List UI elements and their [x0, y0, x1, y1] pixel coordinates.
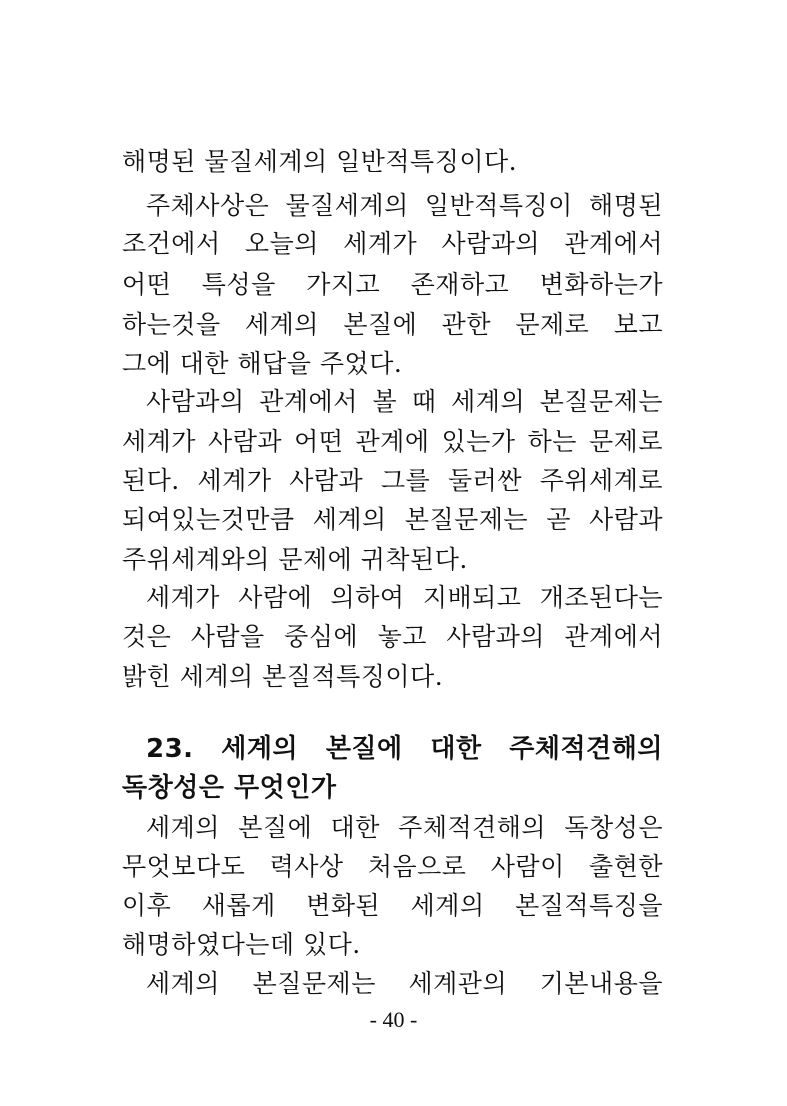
paragraph-line: 어떤 특성을 가지고 존재하고 변화하는가: [122, 270, 663, 299]
section-heading: 독창성은 무엇인가: [122, 773, 337, 803]
paragraph-line: 세계가 사람과 어떤 관계에 있는가 하는 문제로: [122, 427, 663, 456]
section-heading: 23. 세계의 본질에 대한 주체적견해의: [146, 734, 663, 764]
paragraph-line: 사람과의 관계에서 볼 때 세계의 본질문제는: [146, 387, 663, 416]
paragraph-line: 밝힌 세계의 본질적특징이다.: [122, 662, 444, 691]
page-number: - 40 -: [369, 1007, 418, 1032]
paragraph-line: 무엇보다도 력사상 처음으로 사람이 출현한: [122, 852, 663, 881]
paragraph-line: 세계의 본질에 대한 주체적견해의 독창성은: [146, 813, 663, 842]
paragraph-line: 된다. 세계가 사람과 그를 둘러싼 주위세계로: [122, 466, 663, 495]
paragraph-line: 해명된 물질세계의 일반적특징이다.: [122, 147, 518, 176]
paragraph-line: 세계가 사람에 의하여 지배되고 개조된다는: [146, 583, 663, 612]
paragraph-line: 그에 대한 해답을 주었다.: [122, 349, 403, 378]
paragraph-line: 해명하였다는데 있다.: [122, 930, 361, 959]
paragraph-line: 되여있는것만큼 세계의 본질문제는 곧 사람과: [122, 505, 663, 534]
paragraph-line: 하는것을 세계의 본질에 관한 문제로 보고: [122, 310, 663, 339]
paragraph-line: 주체사상은 물질세계의 일반적특징이 해명된: [146, 191, 663, 220]
paragraph-line: 조건에서 오늘의 세계가 사람과의 관계에서: [122, 229, 663, 258]
paragraph-line: 것은 사람을 중심에 놓고 사람과의 관계에서: [122, 622, 663, 651]
paragraph-line: 이후 새롭게 변화된 세계의 본질적특징을: [122, 891, 663, 920]
paragraph-line: 주위세계와의 문제에 귀착된다.: [122, 545, 468, 574]
paragraph-line: 세계의 본질문제는 세계관의 기본내용을: [146, 969, 663, 998]
